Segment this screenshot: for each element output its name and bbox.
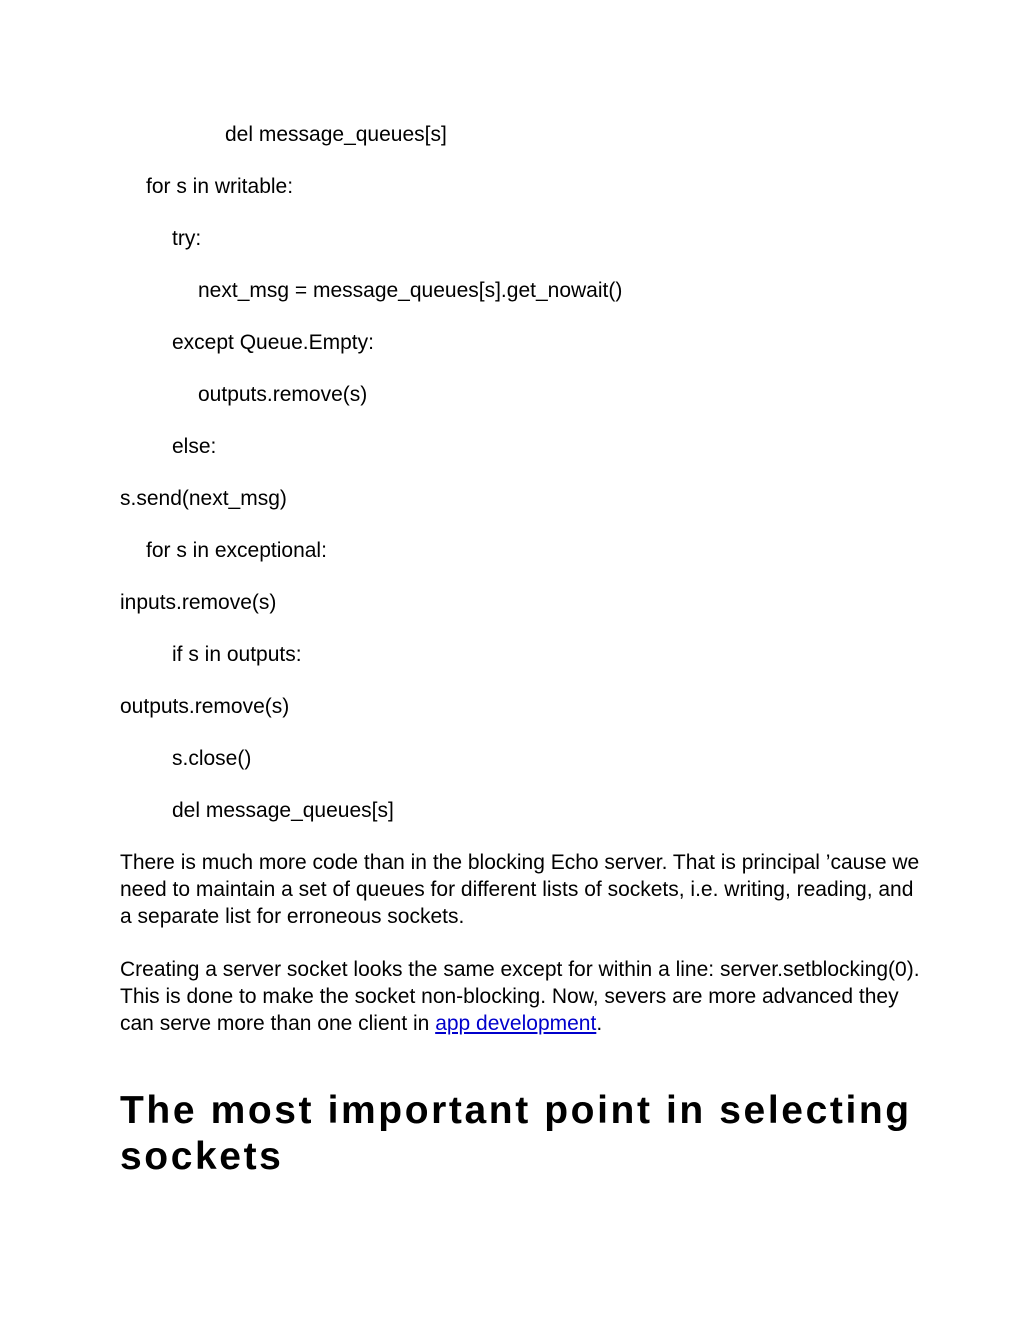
code-line: outputs.remove(s)	[120, 695, 290, 718]
code-line: for s in exceptional:	[146, 539, 327, 562]
code-line: if s in outputs:	[172, 643, 302, 666]
paragraph-blocking-comparison: There is much more code than in the blocking Echo server. That is principal ’cause we need to maintain a set of queues for different lists of sockets, i.e. writing, reading, and a separate list for erroneous sockets.	[120, 851, 920, 928]
code-line: outputs.remove(s)	[198, 383, 368, 406]
section-heading: The most important point in selecting sockets	[120, 1089, 912, 1178]
code-line: s.close()	[172, 747, 252, 770]
paragraph-text-end: .	[596, 1012, 603, 1035]
code-line: s.send(next_msg)	[120, 487, 287, 510]
paragraph-text: Creating a server socket looks the same except for within a line: server.setblocking(0). This is done to make the socket non-blocking. Now, severs are more advanced they can serve more than one client in	[120, 958, 920, 1035]
app-development-link[interactable]: app development	[435, 1012, 597, 1035]
code-line: del message_queues[s]	[172, 799, 394, 822]
code-line: else:	[172, 435, 217, 458]
code-line: del message_queues[s]	[225, 123, 447, 146]
code-line: inputs.remove(s)	[120, 591, 277, 614]
code-line: except Queue.Empty:	[172, 331, 374, 354]
paragraph-server-socket	[120, 956, 920, 1037]
code-line: try:	[172, 227, 202, 250]
code-line: next_msg = message_queues[s].get_nowait()	[198, 279, 623, 302]
code-line: for s in writable:	[146, 175, 294, 198]
